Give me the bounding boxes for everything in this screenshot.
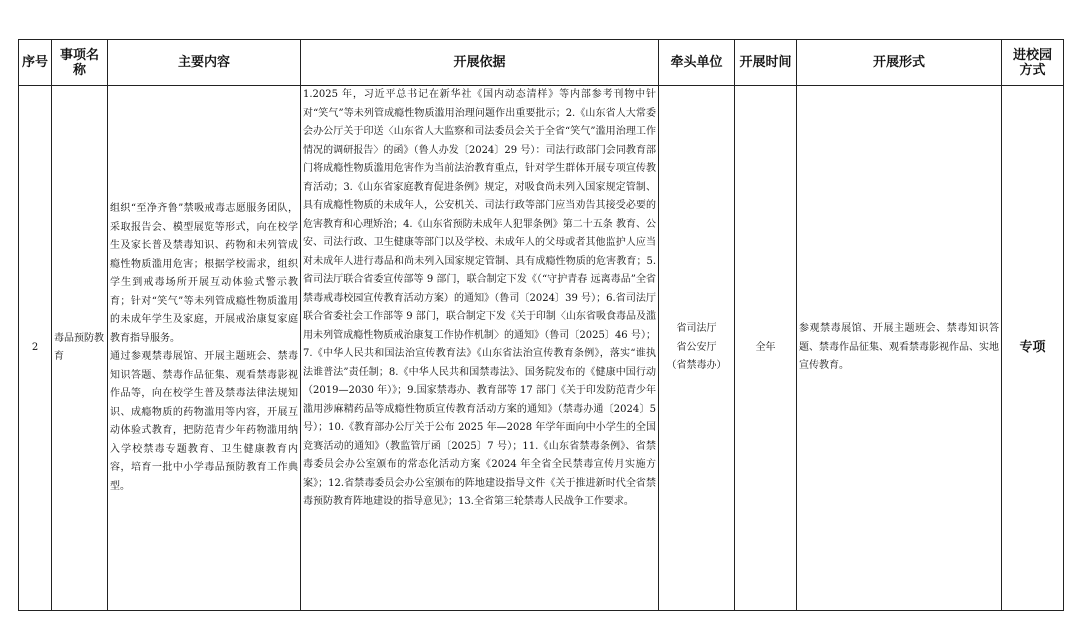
header-name: 事项名称 [52, 40, 108, 86]
schedule-table [18, 39, 1064, 611]
cell-time: 全年 [735, 86, 797, 611]
cell-basis: 1.2025 年，习近平总书记在新华社《国内动态清样》等内部参考刊物中针对“笑气”等未列管成瘾性物质滥用治理问题作出重要批示；2.《山东省人大常委会办公厅关于印送〈山东省人大监察和司法委员会关于全省“笑气”滥用治理工作情况的调研报告〉的函》（鲁人办发〔2024〕29 号）：司法行政部门会同教育部门将成瘾性物质滥用危害作为当前法治教育重点，针对学生群体开展专项宣传教育活动；3.《山东省家庭教育促进条例》规定，对吸食尚未列入国家规定管制、具有成瘾性物质的未成年人，公安机关、司法行政等部门应当劝告其接受必要的危害教育和心理矫治；4.《山东省预防未成年人犯罪条例》第二十五条 教育、公安、司法行政、卫生健康等部门以及学校、未成年人的父母或者其他监护人应当对未成年人进行毒品和尚未列入国家规定管制、具有成瘾性物质的危害教育；5.省司法厅联合省委宣传部等 9 部门，联合制定下发《（“守护青春 远离毒品”全省禁毒戒毒校园宣传教育活动方案）的通知》（鲁司〔2024〕39 号）；6.省司法厅联合省委社会工作部等 9 部门，联合制定下发《关于印制〈山东省吸食毒品及滥用未列管成瘾性物质戒治康复工作协作机制〉的通知》（鲁司〔2025〕46 号）；7.《中华人民共和国法治宣传教育法》《山东省法治宣传教育条例》，落实“谁执法谁普法”责任制；8.《中华人民共和国禁毒法》、国务院发布的《健康中国行动（2019—2030 年）》；9.国家禁毒办、教育部等 17 部门《关于印发防范青少年滥用涉麻精药品等成瘾性物质宣传教育活动方案的通知》（禁毒办通〔2024〕5 号）；10.《教育部办公厅关于公布 2025 年—2028 年学年面向中小学生的全国竞赛活动的通知》（教监管厅函〔2025〕7 号）；11.《山东省禁毒条例》、省禁毒委员会办公室颁布的常态化活动方案《2024 年全省全民禁毒宣传月实施方案》；12.省禁毒委员会办公室颁布的阵地建设指导文件《关于推进新时代全省禁毒预防教育阵地建设的指导意见》；13.全省第三轮禁毒人民战争工作要求。 [301, 86, 659, 611]
header-lead-unit: 牵头单位 [659, 40, 735, 86]
lead-unit-2: 省公安厅 [676, 341, 717, 353]
cell-school-mode: 专项 [1002, 86, 1064, 611]
header-format: 开展形式 [797, 40, 1002, 86]
header-index: 序号 [19, 40, 52, 86]
header-row [19, 40, 1064, 86]
header-main-content: 主要内容 [108, 40, 301, 86]
cell-format: 参观禁毒展馆、开展主题班会、禁毒知识答题、禁毒作品征集、观看禁毒影视作品、实地宣传教育。 [797, 86, 1002, 611]
cell-lead-unit [659, 86, 735, 611]
lead-unit-1: 省司法厅 [676, 323, 717, 335]
lead-unit-3: （省禁毒办） [666, 360, 727, 372]
header-basis: 开展依据 [301, 40, 659, 86]
table-row [19, 86, 1064, 611]
header-time: 开展时间 [735, 40, 797, 86]
cell-main-content: 组织“至净齐鲁”禁吸戒毒志愿服务团队，采取报告会、模型展览等形式，向在校学生及家长普及禁毒知识、药物和未列管成瘾性物质滥用危害；根据学校需求，组织学生到戒毒场所开展互动体验式警示教育；针对“笑气”等未列管成瘾性物质滥用的未成年学生及家庭，开展戒治康复家庭教育指导服务。 通过参观禁毒展馆、开展主题班会、禁毒知识答题、禁毒作品征集、观看禁毒影视作品等，向在校学生普及禁毒法律法规知识、成瘾物质的药物滥用等内容，开展互动体验式教育，把防范青少年药物滥用纳入学校禁毒专题教育、卫生健康教育内容，培育一批中小学毒品预防教育工作典型。 [108, 86, 301, 611]
cell-name: 毒品预防教育 [52, 86, 108, 611]
header-school-mode: 进校园方式 [1002, 40, 1064, 86]
cell-index: 2 [19, 86, 52, 611]
